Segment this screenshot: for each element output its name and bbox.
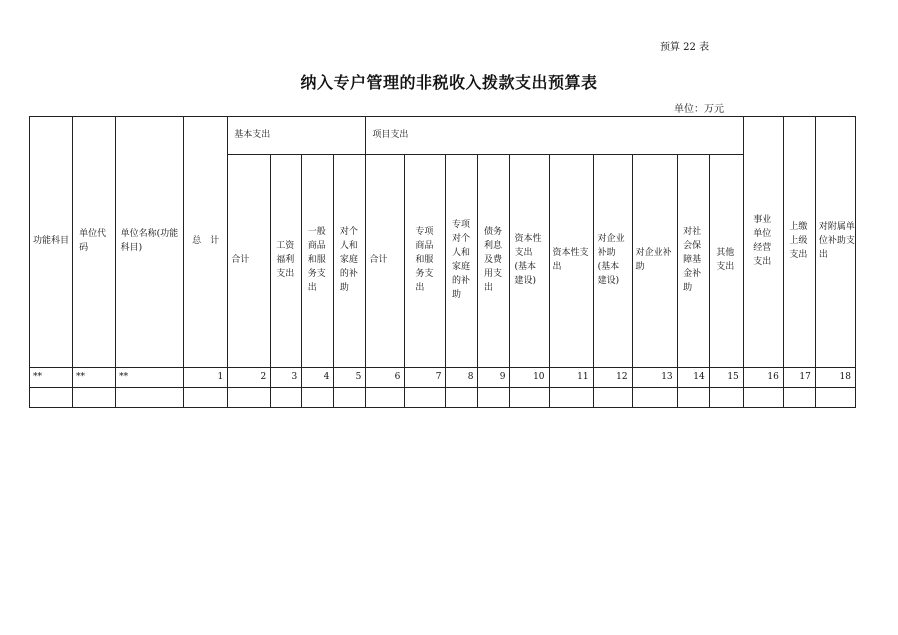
col-number-12: 12 — [593, 368, 632, 388]
empty-cell — [743, 388, 783, 408]
header-basic-goods-services: 一般商品和服务支出 — [302, 155, 334, 368]
header-project-other: 其他支出 — [709, 155, 743, 368]
header-subsidiary-subsidy: 对附属单位补助支出 — [815, 117, 855, 368]
empty-cell — [510, 388, 549, 408]
col-number-16: 16 — [743, 368, 783, 388]
empty-cell — [116, 388, 184, 408]
col-number-5: 5 — [334, 368, 366, 388]
col-number-9: 9 — [478, 368, 510, 388]
col-number-17: 17 — [783, 368, 815, 388]
col-number-15: 15 — [709, 368, 743, 388]
cell-unit-code: ** — [73, 368, 116, 388]
header-project-group: 项目支出 — [366, 117, 743, 155]
header-project-total: 合计 — [366, 155, 405, 368]
col-number-6: 6 — [366, 368, 405, 388]
header-func-code: 功能科目 — [30, 117, 73, 368]
col-number-2: 2 — [228, 368, 271, 388]
header-project-goods-services: 专项商品和服务支出 — [405, 155, 446, 368]
empty-cell — [593, 388, 632, 408]
empty-cell — [334, 388, 366, 408]
empty-cell — [30, 388, 73, 408]
col-number-7: 7 — [405, 368, 446, 388]
empty-cell — [184, 388, 228, 408]
header-project-social-security: 对社会保障基金补助 — [677, 155, 709, 368]
empty-cell — [549, 388, 593, 408]
col-number-13: 13 — [632, 368, 677, 388]
header-total: 总 计 — [184, 117, 228, 368]
empty-cell — [783, 388, 815, 408]
col-number-18: 18 — [815, 368, 855, 388]
unit-label: 单位：万元 — [674, 104, 724, 115]
empty-cell — [73, 388, 116, 408]
empty-cell — [709, 388, 743, 408]
table-row-empty — [30, 388, 856, 408]
col-number-1: 1 — [184, 368, 228, 388]
header-unit-code: 单位代码 — [73, 117, 116, 368]
header-project-debt-interest: 债务利息及费用支出 — [478, 155, 510, 368]
empty-cell — [446, 388, 478, 408]
header-basic-group: 基本支出 — [228, 117, 366, 155]
header-basic-wages: 工资福利支出 — [271, 155, 302, 368]
col-number-14: 14 — [677, 368, 709, 388]
empty-cell — [632, 388, 677, 408]
empty-cell — [271, 388, 302, 408]
table-row-codes — [30, 368, 856, 388]
empty-cell — [405, 388, 446, 408]
header-project-capital: 资本性支出 — [549, 155, 593, 368]
empty-cell — [228, 388, 271, 408]
header-project-capital-construction: 资本性支出(基本建设) — [510, 155, 549, 368]
header-unit-name: 单位名称(功能科目) — [116, 117, 184, 368]
col-number-10: 10 — [510, 368, 549, 388]
header-basic-total: 合计 — [228, 155, 271, 368]
col-number-4: 4 — [302, 368, 334, 388]
header-remit-superior: 上缴上级支出 — [783, 117, 815, 368]
header-basic-household-subsidy: 对个人和家庭的补助 — [334, 155, 366, 368]
header-project-household-subsidy: 专项对个人和家庭的补助 — [446, 155, 478, 368]
empty-cell — [302, 388, 334, 408]
col-number-11: 11 — [549, 368, 593, 388]
page-title: 纳入专户管理的非税收入拨款支出预算表 — [300, 73, 598, 92]
header-business-expense: 事业单位经营支出 — [743, 117, 783, 368]
form-number: 预算 22 表 — [660, 42, 710, 53]
col-number-3: 3 — [271, 368, 302, 388]
cell-func-code: ** — [30, 368, 73, 388]
empty-cell — [815, 388, 855, 408]
budget-table — [29, 116, 856, 408]
header-project-enterprise-construction: 对企业补助(基本建设) — [593, 155, 632, 368]
empty-cell — [677, 388, 709, 408]
cell-unit-name: ** — [116, 368, 184, 388]
empty-cell — [366, 388, 405, 408]
header-row-groups — [30, 117, 856, 155]
header-project-enterprise-subsidy: 对企业补助 — [632, 155, 677, 368]
empty-cell — [478, 388, 510, 408]
col-number-8: 8 — [446, 368, 478, 388]
